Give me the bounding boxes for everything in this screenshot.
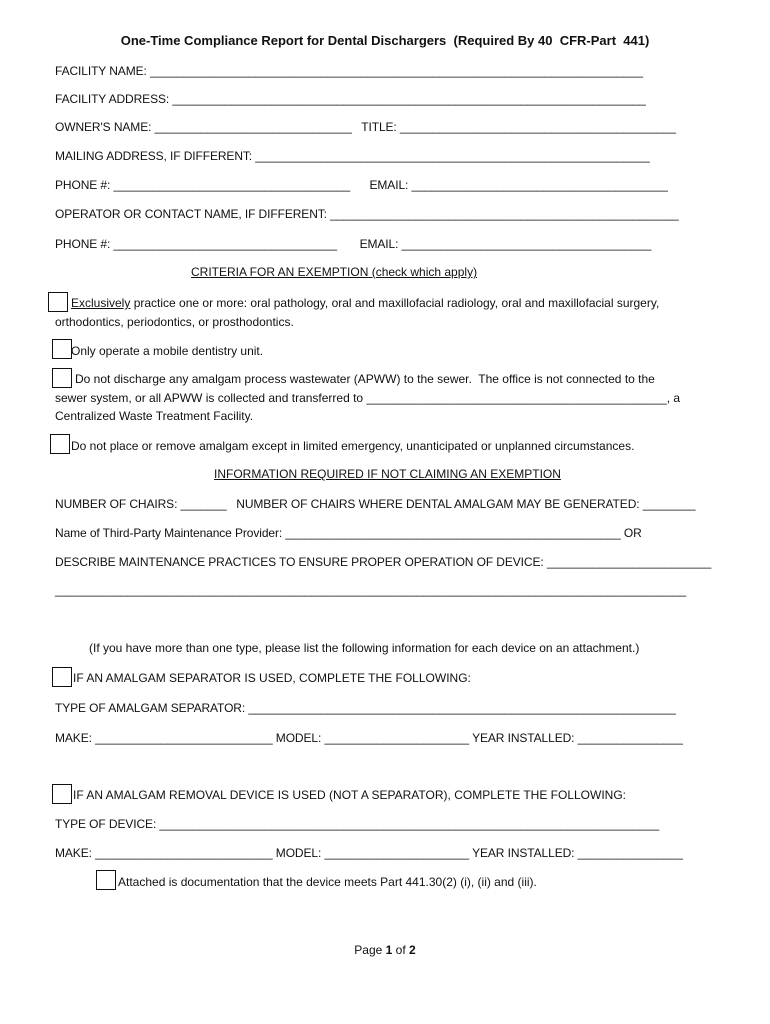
operator-contact-field[interactable]: OPERATOR OR CONTACT NAME, IF DIFFERENT: _____________________________________________________: [55, 207, 679, 221]
maintenance-provider-field[interactable]: Name of Third-Party Maintenance Provider: ___________________________________________________ OR: [55, 526, 642, 540]
removal-device-label: IF AN AMALGAM REMOVAL DEVICE IS USED (NOT A SEPARATOR), COMPLETE THE FOLLOWING:: [73, 788, 627, 802]
chairs-field[interactable]: NUMBER OF CHAIRS: _______ NUMBER OF CHAIRS WHERE DENTAL AMALGAM MAY BE GENERATED: ________: [55, 497, 696, 511]
separator-used-checkbox[interactable]: [52, 667, 72, 687]
exemption-item-1-line2: orthodontics, periodontics, or prosthodontics.: [55, 315, 294, 329]
mailing-address-field[interactable]: MAILING ADDRESS, IF DIFFERENT: ____________________________________________________________: [55, 149, 650, 163]
documentation-attached-label: Attached is documentation that the device meets Part 441.30(2) (i), (ii) and (iii).: [118, 875, 537, 889]
separator-used-label: IF AN AMALGAM SEPARATOR IS USED, COMPLETE THE FOLLOWING:: [73, 671, 471, 685]
separator-type-field[interactable]: TYPE OF AMALGAM SEPARATOR: _________________________________________________________________: [55, 701, 676, 715]
facility-address-field[interactable]: FACILITY ADDRESS: ________________________________________________________________________: [55, 92, 646, 106]
documentation-attached-checkbox[interactable]: [96, 870, 116, 890]
exemption-item-1-text: practice one or more: oral pathology, oral and maxillofacial radiology, oral and maxillofacial surgery,: [130, 296, 660, 310]
device-type-field[interactable]: TYPE OF DEVICE: ____________________________________________________________________________: [55, 817, 660, 831]
mobile-unit-checkbox[interactable]: [52, 339, 72, 359]
removal-device-checkbox[interactable]: [52, 784, 72, 804]
device-make-model-year-field[interactable]: MAKE: ___________________________ MODEL: ______________________ YEAR INSTALLED: ________________: [55, 846, 683, 860]
exemption-item-4: Do not place or remove amalgam except in limited emergency, unanticipated or unplanned circumstances.: [71, 439, 635, 453]
no-discharge-checkbox[interactable]: [52, 368, 72, 388]
current-page: 1: [385, 943, 393, 957]
facility-name-field[interactable]: FACILITY NAME: ___________________________________________________________________________: [55, 64, 644, 78]
maintenance-practices-continued[interactable]: ________________________________________________________________________________________________: [55, 583, 687, 597]
multiple-devices-note: (If you have more than one type, please list the following information for each device on an attachment.): [89, 641, 640, 655]
exemption-item-3-line2[interactable]: sewer system, or all APWW is collected and transferred to _____________________________________________, a: [55, 391, 681, 405]
of-label: of: [392, 943, 410, 957]
exemption-item-2: Only operate a mobile dentistry unit.: [71, 344, 264, 358]
owner-name-title-field[interactable]: OWNER'S NAME: ______________________________ TITLE: __________________________________________: [55, 120, 677, 134]
phone-email-field[interactable]: PHONE #: ____________________________________ EMAIL: _______________________________________: [55, 178, 668, 192]
page-label: Page: [354, 943, 386, 957]
exclusive-practice-checkbox[interactable]: [48, 292, 68, 312]
page-number: [0, 943, 770, 957]
maintenance-practices-field[interactable]: DESCRIBE MAINTENANCE PRACTICES TO ENSURE PROPER OPERATION OF DEVICE: _________________________: [55, 555, 712, 569]
separator-make-model-year-field[interactable]: MAKE: ___________________________ MODEL: ______________________ YEAR INSTALLED: ________________: [55, 731, 683, 745]
info-heading: INFORMATION REQUIRED IF NOT CLAIMING AN EXEMPTION: [214, 467, 561, 481]
operator-phone-email-field[interactable]: PHONE #: __________________________________ EMAIL: ______________________________________: [55, 237, 652, 251]
exemption-item-3: Do not discharge any amalgam process wastewater (APWW) to the sewer. The office is not connected to the: [75, 372, 655, 386]
exemption-item-1: [71, 294, 659, 312]
exclusively-label: Exclusively: [71, 296, 131, 310]
limited-emergency-checkbox[interactable]: [50, 434, 70, 454]
exemption-heading: CRITERIA FOR AN EXEMPTION (check which apply): [191, 265, 478, 279]
page-title: One-Time Compliance Report for Dental Dischargers (Required By 40 CFR-Part 441): [120, 33, 650, 48]
total-pages: 2: [409, 943, 416, 957]
exemption-item-3-line3: Centralized Waste Treatment Facility.: [55, 409, 254, 423]
